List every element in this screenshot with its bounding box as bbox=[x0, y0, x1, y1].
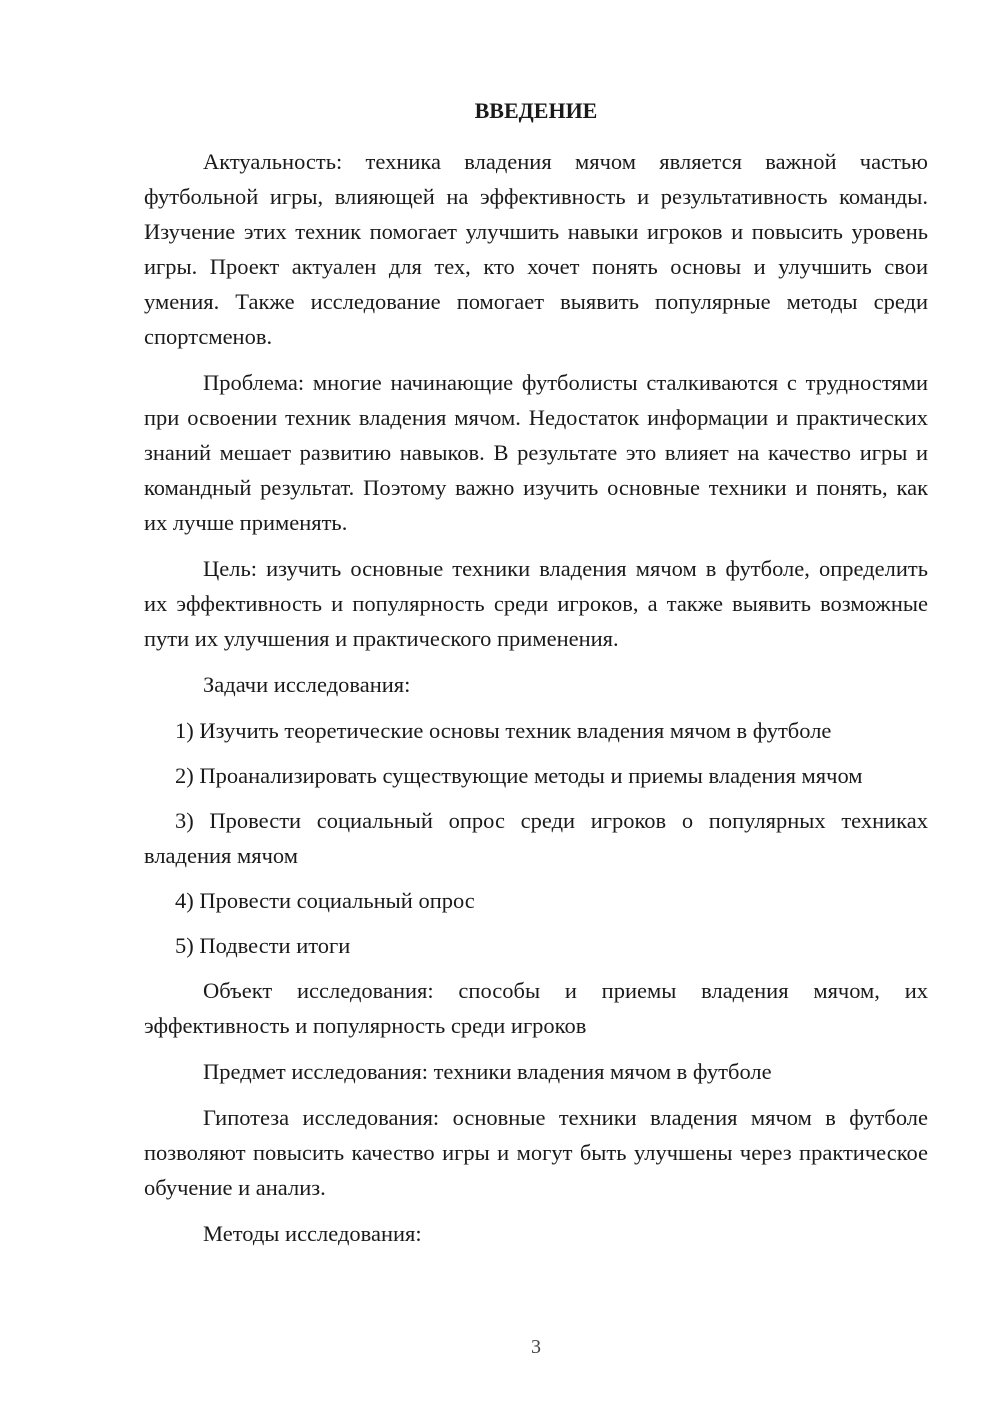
task-item-3: 3) Провести социальный опрос среди игроков о популярных техниках владения мячом bbox=[144, 808, 928, 868]
task-item-1: 1) Изучить теоретические основы техник владения мячом в футболе bbox=[175, 718, 832, 743]
document-body bbox=[144, 144, 928, 1262]
page-number: 3 bbox=[531, 1336, 541, 1358]
problem-paragraph: Проблема: многие начинающие футболисты сталкиваются с трудностями при освоении техник владения мячом. Недостаток информации и практических знаний мешает развитию навыков. В результате это влияет на качество игры и командный результат. Поэтому важно изучить основные техники и понять, как их лучше применять. bbox=[144, 370, 928, 535]
task-item-2: 2) Проанализировать существующие методы и приемы владения мячом bbox=[175, 763, 863, 788]
goal-paragraph: Цель: изучить основные техники владения мячом в футболе, определить их эффективность и популярность среди игроков, а также выявить возможные пути их улучшения и практического применения. bbox=[144, 556, 928, 651]
hypothesis-paragraph: Гипотеза исследования: основные техники владения мячом в футболе позволяют повысить качество игры и могут быть улучшены через практическое обучение и анализ. bbox=[144, 1105, 928, 1200]
methods-paragraph: Методы исследования: bbox=[203, 1221, 422, 1246]
task-item-5: 5) Подвести итоги bbox=[175, 933, 351, 958]
subject-paragraph: Предмет исследования: техники владения мячом в футболе bbox=[203, 1059, 772, 1084]
section-title: ВВЕДЕНИЕ bbox=[474, 98, 598, 123]
relevance-paragraph: Актуальность: техника владения мячом является важной частью футбольной игры, влияющей на эффективность и результативность команды. Изучение этих техник помогает улучшить навыки игроков и повысить уровень игры. Проект актуален для тех, кто хочет понять основы и улучшить свои умения. Также исследование помогает выявить популярные методы среди спортсменов. bbox=[144, 149, 928, 349]
task-item-4: 4) Провести социальный опрос bbox=[175, 888, 475, 913]
object-paragraph: Объект исследования: способы и приемы владения мячом, их эффективность и популярность среди игроков bbox=[144, 978, 928, 1038]
tasks-heading: Задачи исследования: bbox=[203, 672, 411, 697]
